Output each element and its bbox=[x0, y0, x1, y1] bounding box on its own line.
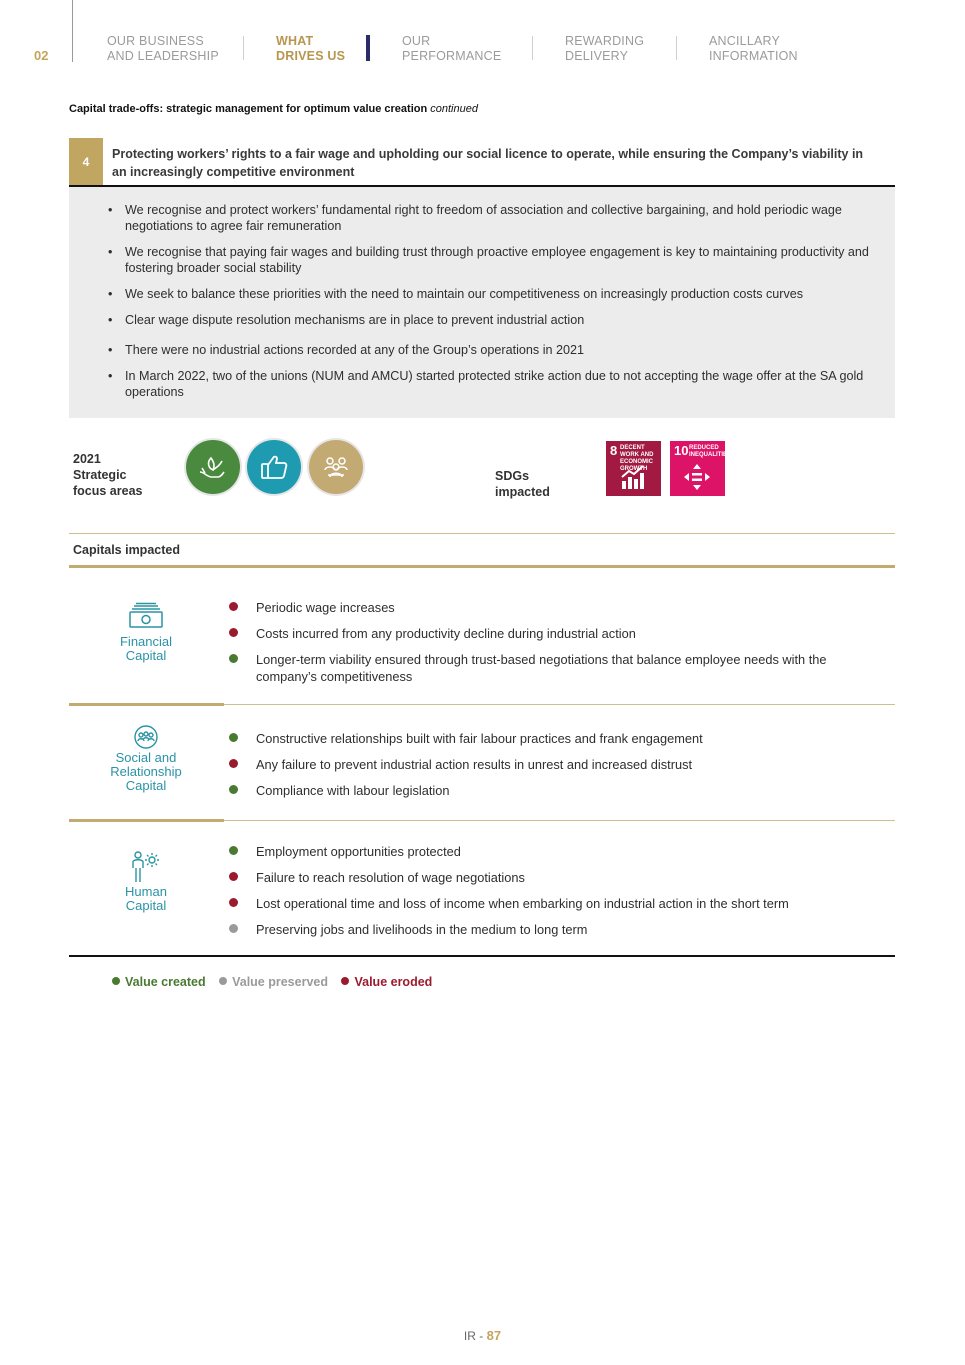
sdg-title: REDUCED INEQUALITIES bbox=[689, 445, 732, 458]
focus-areas-label bbox=[73, 451, 142, 499]
value-created-dot bbox=[229, 733, 238, 742]
row-divider-accent bbox=[69, 819, 224, 822]
sdg-title: DECENT WORK AND ECONOMIC GROWTH bbox=[620, 445, 654, 472]
nav-label-line2: INFORMATION bbox=[709, 49, 798, 63]
people-group-icon bbox=[309, 440, 363, 494]
nav-rewarding-delivery[interactable] bbox=[565, 34, 644, 64]
capital-label-line3: Capital bbox=[125, 778, 167, 793]
sdg-number: 8 bbox=[610, 443, 618, 458]
human-capital-label bbox=[76, 885, 216, 913]
tradeoff-details bbox=[69, 187, 895, 418]
focus-label-line3: focus areas bbox=[73, 484, 143, 498]
nav-what-drives-us[interactable] bbox=[276, 34, 345, 64]
legend-eroded-text: Value eroded bbox=[354, 975, 433, 989]
capital-label-line2: Capital bbox=[125, 898, 167, 913]
list-item bbox=[256, 730, 856, 747]
growth-chart-icon bbox=[619, 463, 647, 491]
capitals-heading-rule bbox=[69, 565, 895, 568]
value-eroded-dot bbox=[229, 602, 238, 611]
sdg-8-tile bbox=[606, 441, 661, 496]
nav-our-performance[interactable] bbox=[402, 34, 501, 64]
item-text: Periodic wage increases bbox=[256, 600, 395, 615]
social-relationship-capital-label bbox=[76, 751, 216, 793]
footer-prefix: IR - bbox=[463, 1329, 487, 1343]
nav-label-line1: OUR BUSINESS bbox=[107, 34, 204, 48]
list-item bbox=[256, 921, 856, 938]
focus-label-year: 2021 bbox=[73, 452, 101, 466]
value-eroded-dot bbox=[229, 898, 238, 907]
nav-label-line1: ANCILLARY bbox=[709, 34, 781, 48]
item-text: Failure to reach resolution of wage negotiations bbox=[256, 870, 525, 885]
list-item: • We recognise and protect workers’ fundamental right to freedom of association and collective bargaining, and hold periodic wage negotiations to agree fair remuneration bbox=[125, 202, 895, 234]
nav-label-line2: DRIVES US bbox=[276, 49, 346, 63]
item-text: Any failure to prevent industrial action results in unrest and increased distrust bbox=[256, 757, 693, 772]
section-number: 02 bbox=[34, 48, 49, 63]
capital-label-line1: Social and bbox=[115, 750, 177, 765]
list-item: • Clear wage dispute resolution mechanisms are in place to prevent industrial action bbox=[125, 312, 895, 328]
item-text: Longer-term viability ensured through trust-based negotiations that balance employee needs with the company’s competitiveness bbox=[256, 652, 827, 684]
list-item bbox=[256, 756, 856, 773]
nav-separator bbox=[676, 36, 677, 60]
human-capital-items bbox=[256, 843, 856, 938]
value-eroded-dot bbox=[229, 759, 238, 768]
sdgs-label-line2: impacted bbox=[495, 485, 550, 499]
nav-label-line1: REWARDING bbox=[565, 34, 645, 48]
nav-our-business[interactable] bbox=[107, 34, 219, 64]
legend-created bbox=[112, 975, 206, 989]
equality-arrows-icon bbox=[683, 463, 711, 491]
list-item bbox=[256, 651, 856, 685]
list-item bbox=[256, 599, 856, 616]
money-icon bbox=[127, 602, 165, 635]
kicker-suffix: continued bbox=[430, 103, 478, 115]
row-divider-accent bbox=[69, 703, 224, 706]
value-created-dot bbox=[229, 846, 238, 855]
list-item bbox=[256, 869, 856, 886]
value-created-dot bbox=[229, 654, 238, 663]
capital-label-line1: Human bbox=[125, 884, 167, 899]
section-kicker bbox=[69, 103, 478, 115]
nav-label-line2: AND LEADERSHIP bbox=[107, 49, 219, 63]
list-item bbox=[256, 625, 856, 642]
item-text: Constructive relationships built with fair labour practices and frank engagement bbox=[256, 731, 703, 746]
legend-dot bbox=[112, 977, 120, 985]
nav-ancillary-information[interactable] bbox=[709, 34, 798, 64]
capital-label-line2: Capital bbox=[125, 648, 167, 663]
item-text: Compliance with labour legislation bbox=[256, 783, 450, 798]
financial-capital-label bbox=[76, 635, 216, 663]
page-footer bbox=[0, 1328, 965, 1343]
value-created-dot bbox=[229, 785, 238, 794]
kicker-title: Capital trade-offs: strategic management for optimum value creation bbox=[69, 103, 428, 115]
nav-label-line2: PERFORMANCE bbox=[402, 49, 502, 63]
sdg-10-tile bbox=[670, 441, 732, 496]
tradeoff-bullet-list bbox=[125, 202, 895, 400]
item-text: Employment opportunities protected bbox=[256, 844, 461, 859]
legend-preserved-text: Value preserved bbox=[232, 975, 328, 989]
nav-separator bbox=[532, 36, 533, 60]
list-item bbox=[256, 782, 856, 799]
tradeoff-number: 4 bbox=[69, 138, 103, 185]
nav-active-marker bbox=[366, 35, 370, 61]
legend-dot bbox=[341, 977, 349, 985]
nav-separator bbox=[243, 36, 244, 60]
item-text: Lost operational time and loss of income when embarking on industrial action in the short term bbox=[256, 896, 789, 911]
value-preserved-dot bbox=[229, 924, 238, 933]
capitals-top-rule bbox=[69, 533, 895, 534]
value-eroded-dot bbox=[229, 628, 238, 637]
capitals-bottom-rule bbox=[69, 955, 895, 957]
sdgs-label bbox=[495, 468, 550, 500]
sdg-number: 10 bbox=[674, 443, 689, 458]
nav-label-line1: OUR bbox=[402, 34, 431, 48]
capitals-heading: Capitals impacted bbox=[73, 543, 180, 557]
tradeoff-title: Protecting workers’ rights to a fair wage and upholding our social licence to operate, while ensuring the Company’s viability in an increasingly competitive environment bbox=[112, 147, 864, 179]
header-divider bbox=[72, 0, 73, 62]
financial-capital-items bbox=[256, 599, 856, 685]
list-item: • In March 2022, two of the unions (NUM and AMCU) started protected strike action due to not accepting the wage offer at the SA gold operations bbox=[125, 368, 895, 400]
list-item bbox=[256, 895, 856, 912]
hands-plant-icon bbox=[186, 440, 240, 494]
nav-label-line1: WHAT bbox=[276, 34, 314, 48]
nav-label-line2: DELIVERY bbox=[565, 49, 629, 63]
legend-created-text: Value created bbox=[125, 975, 206, 989]
item-text: Costs incurred from any productivity decline during industrial action bbox=[256, 626, 636, 641]
capital-label-line1: Financial bbox=[119, 634, 173, 649]
social-capital-items bbox=[256, 730, 856, 799]
page-number: 87 bbox=[486, 1328, 502, 1343]
legend-eroded bbox=[341, 975, 432, 989]
thumbs-up-icon bbox=[247, 440, 301, 494]
capital-label-line2: Relationship bbox=[110, 764, 182, 779]
list-item: • There were no industrial actions recorded at any of the Group’s operations in 2021 bbox=[125, 342, 895, 358]
value-legend bbox=[112, 975, 442, 989]
list-item: • We recognise that paying fair wages and building trust through proactive employee engagement is key to maintaining productivity and fostering broader social stability bbox=[125, 244, 895, 276]
list-item bbox=[256, 843, 856, 860]
value-eroded-dot bbox=[229, 872, 238, 881]
focus-label-line2: Strategic bbox=[73, 468, 127, 482]
legend-preserved bbox=[219, 975, 328, 989]
list-item: • We seek to balance these priorities with the need to maintain our competitiveness on increasingly production costs curves bbox=[125, 286, 895, 302]
item-text: Preserving jobs and livelihoods in the medium to long term bbox=[256, 922, 588, 937]
sdgs-label-line1: SDGs bbox=[495, 469, 530, 483]
legend-dot bbox=[219, 977, 227, 985]
